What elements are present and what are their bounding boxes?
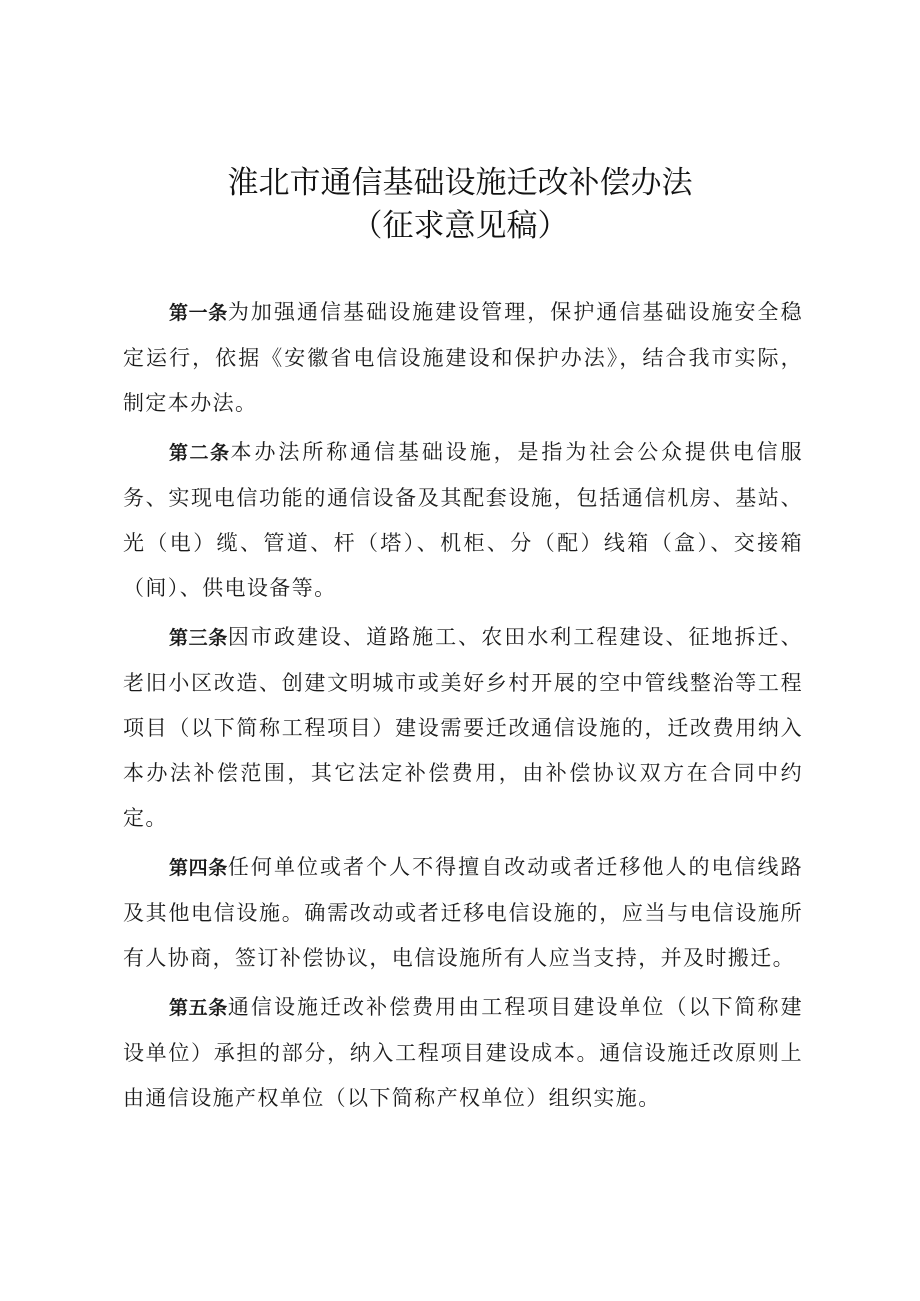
article-1 (123, 290, 803, 426)
article-3-label: 第三条 (169, 627, 228, 649)
article-2-text: 本办法所称通信基础设施，是指为社会公众提供电信服务、实现电信功能的通信设备及其配套设施，包括通信机房、基站、光（电）缆、管道、杆（塔）、机柜、分（配）线箱（盒）、交接箱（间）、供电设备等。 (123, 440, 803, 600)
article-5 (123, 985, 803, 1121)
document-body (123, 290, 803, 1125)
article-1-label: 第一条 (169, 302, 228, 324)
article-3 (123, 615, 803, 841)
article-3-text: 因市政建设、道路施工、农田水利工程建设、征地拆迁、老旧小区改造、创建文明城市或美好乡村开展的空中管线整治等工程项目（以下简称工程项目）建设需要迁改通信设施的，迁改费用纳入本办法补偿范围，其它法定补偿费用，由补偿协议双方在合同中约定。 (123, 625, 803, 830)
article-1-text: 为加强通信基础设施建设管理，保护通信基础设施安全稳定运行，依据《安徽省电信设施建设和保护办法》，结合我市实际，制定本办法。 (123, 300, 803, 415)
document-title: 淮北市通信基础设施迁改补偿办法 (227, 165, 693, 201)
article-5-text: 通信设施迁改补偿费用由工程项目建设单位（以下简称建设单位）承担的部分，纳入工程项目建设成本。通信设施迁改原则上由通信设施产权单位（以下简称产权单位）组织实施。 (123, 995, 803, 1110)
article-4-label: 第四条 (169, 857, 228, 879)
article-2-label: 第二条 (169, 442, 231, 464)
document-subtitle: （征求意见稿） (351, 208, 569, 244)
article-5-label: 第五条 (169, 997, 228, 1019)
article-4-text: 任何单位或者个人不得擅自改动或者迁移他人的电信线路及其他电信设施。确需改动或者迁移电信设施的，应当与电信设施所有人协商，签订补偿协议，电信设施所有人应当支持，并及时搬迁。 (123, 855, 803, 970)
article-4 (123, 845, 803, 981)
article-2 (123, 430, 803, 611)
